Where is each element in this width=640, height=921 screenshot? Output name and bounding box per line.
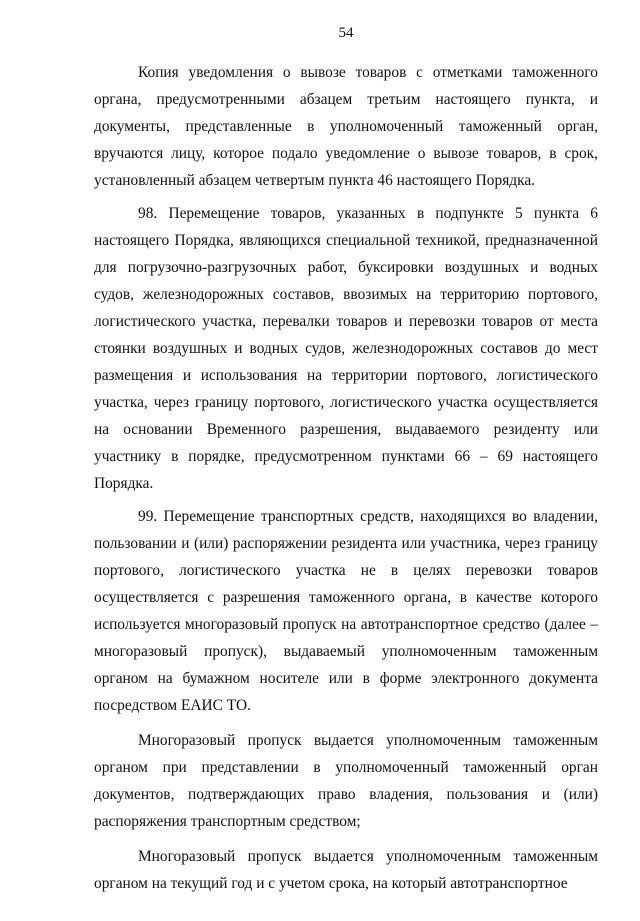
paragraph-pass-term: Многоразовый пропуск выдается уполномоченным таможенным органом на текущий год и с учетом срока, на который автотранспортное — [94, 848, 598, 892]
paragraph-pass-issuance: Многоразовый пропуск выдается уполномоченным таможенным органом при представлении в уполномоченный таможенный орган документов, подтверждающих право владения, пользования и (или) распоряжения транспортным средством; — [94, 732, 598, 830]
page-number: 54 — [338, 25, 354, 41]
document-body — [94, 59, 598, 897]
paragraph-99: 99. Перемещение транспортных средств, находящихся во владении, пользовании и (или) распоряжении резидента или участника, через границу портового, логистического участка не в целях перевозки товаров осуществляется с разрешения таможенного органа, в качестве которого используется многоразовый пропуск на автотранспортное средство (далее – многоразовый пропуск), выдаваемый уполномоченным таможенным органом на бумажном носителе или в форме электронного документа посредством ЕАИС ТО. — [94, 508, 598, 714]
paragraph-notice-copy: Копия уведомления о вывозе товаров с отметками таможенного органа, предусмотренными абзацем третьим настоящего пункта, и документы, представленные в уполномоченный таможенный орган, вручаются лицу, которое подало уведомление о вывозе товаров, в срок, установленный абзацем четвертым пункта 46 настоящего Порядка. — [94, 64, 598, 189]
paragraph-98: 98. Перемещение товаров, указанных в подпункте 5 пункта 6 настоящего Порядка, являющихся специальной техникой, предназначенной для погрузочно-разгрузочных работ, буксировки воздушных и водных судов, железнодорожных составов, ввозимых на территорию портового, логистического участка, перевалки товаров и перевозки товаров от места стоянки воздушных и водных судов, железнодорожных составов до мест размещения и использования на территории портового, логистического участка, через границу портового, логистического участка осуществляется на основании Временного разрешения, выдаваемого резиденту или участнику в порядке, предусмотренном пунктами 66 – 69 настоящего Порядка. — [94, 205, 598, 492]
